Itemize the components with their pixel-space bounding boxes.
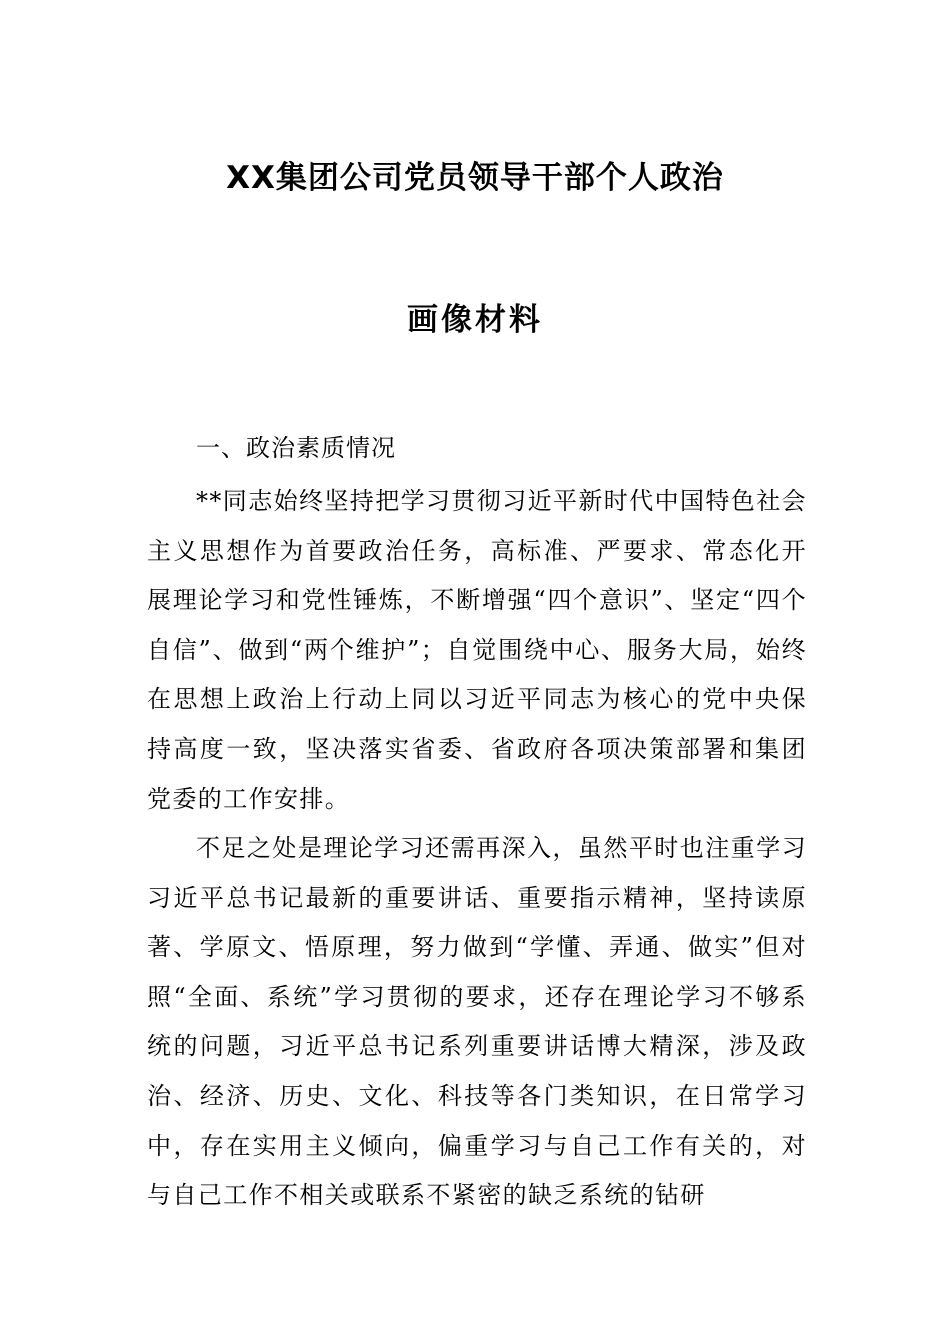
document-title-line-2: 画像材料 [407, 302, 543, 338]
body-paragraph: **同志始终坚持把学习贯彻习近平新时代中国特色社会主义思想作为首要政治任务，高标准、严要求、常态化开展理论学习和党性锤炼，不断增强“四个意识”、坚定“四个自信”、做到“两个维护”；自觉围绕中心、服务大局，始终在思想上政治上行动上同以习近平同志为核心的党中央保持高度一致，坚决落实省委、省政府各项决策部署和集团党委的工作安排。 [147, 487, 807, 813]
section-heading: 一、政治素质情况 [196, 434, 396, 462]
body-paragraph: 不足之处是理论学习还需再深入，虽然平时也注重学习习近平总书记最新的重要讲话、重要指示精神，坚持读原著、学原文、悟原理，努力做到“学懂、弄通、做实”但对照“全面、系统”学习贯彻的要求，还存在理论学习不够系统的问题，习近平总书记系列重要讲话博大精深，涉及政治、经济、历史、文化、科技等各门类知识，在日常学习中，存在实用主义倾向，偏重学习与自己工作有关的，对与自己工作不相关或联系不紧密的缺乏系统的钻研 [147, 834, 807, 1210]
document-title-line-1: XX集团公司党员领导干部个人政治 [226, 160, 724, 196]
